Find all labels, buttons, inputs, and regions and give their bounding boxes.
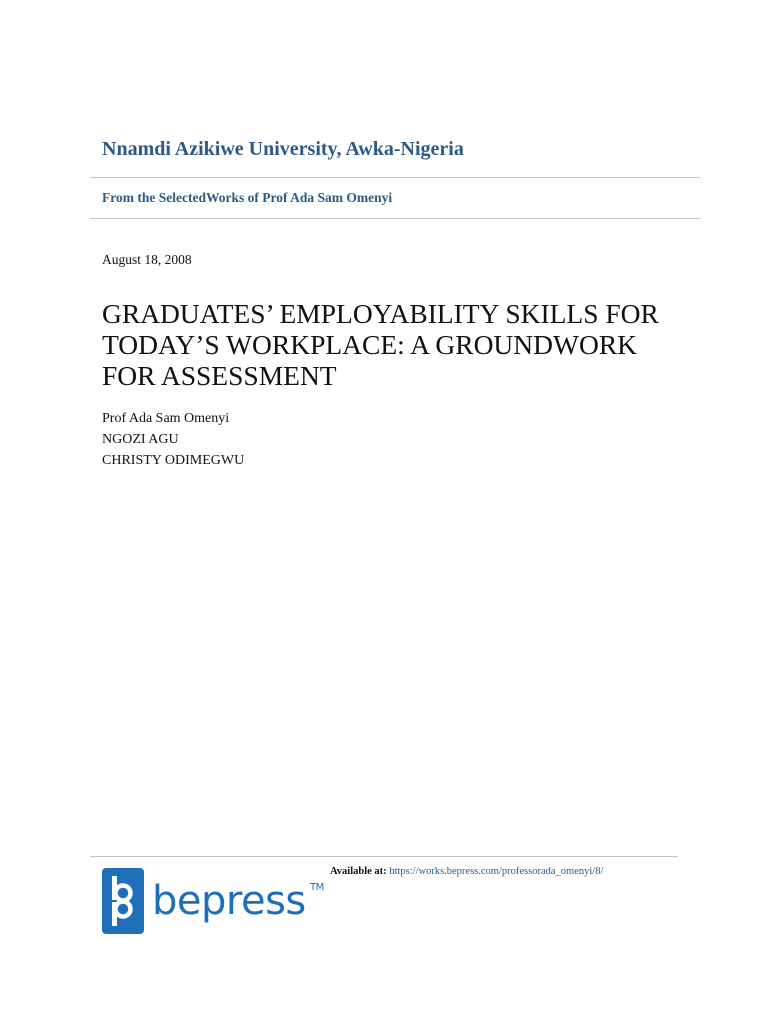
available-at-url[interactable]: https://works.bepress.com/professorada_omenyi/8/ <box>389 866 604 877</box>
document-title <box>102 298 702 391</box>
bp-glyph-icon <box>108 873 138 929</box>
available-at <box>330 866 603 877</box>
publication-date: August 18, 2008 <box>102 252 192 267</box>
bepress-logo[interactable] <box>102 868 324 934</box>
bepress-wordmark-text: bepress <box>152 878 306 924</box>
title-line: TODAY’S WORKPLACE: A GROUNDWORK <box>102 329 638 360</box>
trademark-symbol: TM <box>310 882 324 893</box>
selected-works-link[interactable]: From the SelectedWorks of Prof Ada Sam Omenyi <box>102 190 393 205</box>
title-line: FOR ASSESSMENT <box>102 360 337 391</box>
footer-rule <box>90 856 678 857</box>
author-name: NGOZI AGU <box>102 432 179 447</box>
bepress-bp-logo-icon <box>102 868 144 934</box>
available-at-label: Available at: <box>330 866 387 877</box>
title-line: GRADUATES’ EMPLOYABILITY SKILLS FOR <box>102 298 659 329</box>
author-name: CHRISTY ODIMEGWU <box>102 453 245 468</box>
author-list <box>102 408 244 471</box>
header-bottom-rule <box>90 218 700 219</box>
header-top-rule <box>90 177 700 178</box>
bepress-wordmark <box>152 878 324 924</box>
author-name[interactable]: Prof Ada Sam Omenyi <box>102 411 230 426</box>
institution-name[interactable]: Nnamdi Azikiwe University, Awka-Nigeria <box>102 138 464 160</box>
